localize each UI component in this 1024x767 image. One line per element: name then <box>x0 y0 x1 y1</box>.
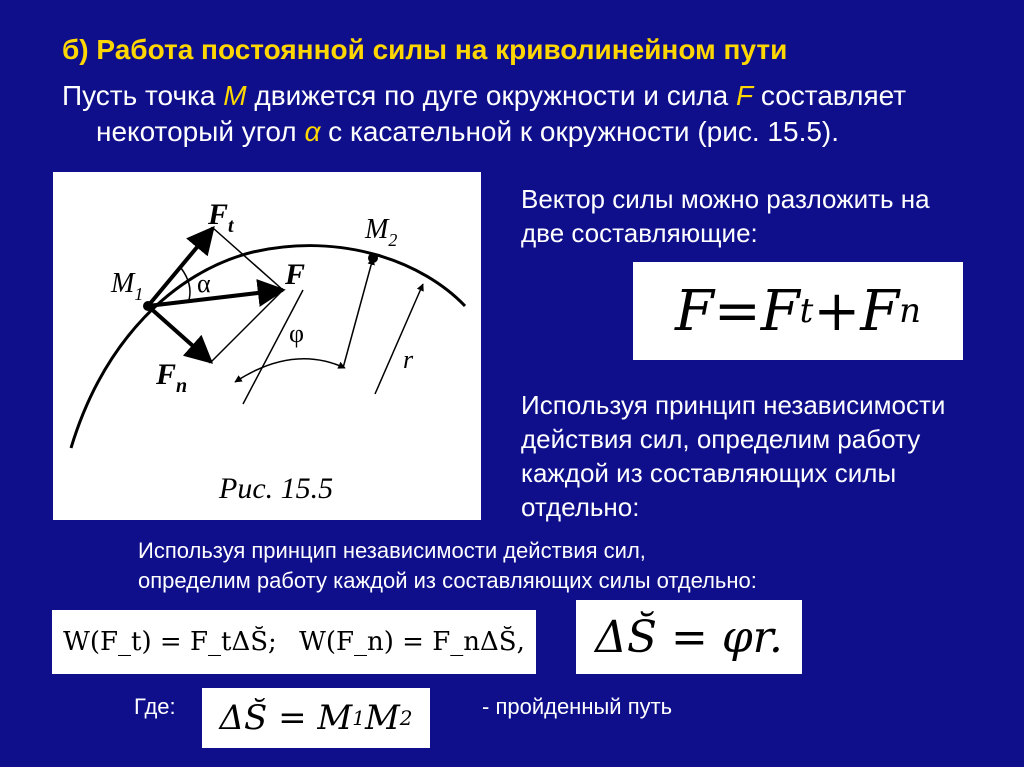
svg-text:M2: $M_2$ <box>365 214 398 250</box>
svg-text:M1: $M_1$ <box>111 268 144 304</box>
figure-caption: Рис. 15.5 <box>219 472 334 505</box>
formula-path: ΔS̆ = M 1 M 2 <box>202 688 430 748</box>
force-symbol: F <box>736 80 754 111</box>
force-diagram <box>53 172 481 520</box>
intro-line-1: Пусть точка M движется по дуге окружности и сила F составляет <box>62 80 907 111</box>
path-description: - пройденный путь <box>482 694 673 719</box>
formula-force-sum: F = F t + F n <box>633 262 963 360</box>
formula-work <box>52 610 536 674</box>
point-M2 <box>368 253 378 263</box>
point-M1 <box>143 301 153 311</box>
formula-work-fn: W(F_n) = F_nΔS̆, <box>299 627 525 657</box>
formula-arc-length: ΔS̆ = φr. <box>576 600 802 674</box>
svg-text:F: F <box>285 258 306 291</box>
angle-symbol: α <box>304 116 321 147</box>
vector-Fn <box>148 306 211 362</box>
vector-F <box>148 290 283 306</box>
formula-work-ft: W(F_t) = F_tΔS̆; <box>63 627 277 657</box>
svg-text:φ: φ <box>289 319 305 348</box>
intro-line-2: некоторый угол α с касательной к окружности (рис. 15.5). <box>96 116 840 147</box>
decomposition-text: Вектор силы можно разложить на две составляющие: <box>521 184 930 248</box>
svg-text:Ft: $F_t$ <box>208 198 234 237</box>
slide-title: б) Работа постоянной силы на криволинейном пути <box>62 34 788 65</box>
where-label: Где: <box>134 694 176 719</box>
svg-text:α: α <box>197 269 211 298</box>
intro-paragraph <box>62 78 992 150</box>
figure-15-5 <box>53 172 481 520</box>
independence-text: Используя принцип независимости действия сил, определим работу каждой из составляющих силы отдельно: <box>521 390 946 522</box>
svg-text:Fn: $F_n$ <box>156 358 188 397</box>
bottom-text: Используя принцип независимости действия сил, определим работу каждой из составляющих силы отдельно: <box>138 538 757 593</box>
point-symbol: M <box>223 80 247 111</box>
angle-phi-arc <box>235 359 345 382</box>
svg-text:r: r <box>403 345 414 374</box>
